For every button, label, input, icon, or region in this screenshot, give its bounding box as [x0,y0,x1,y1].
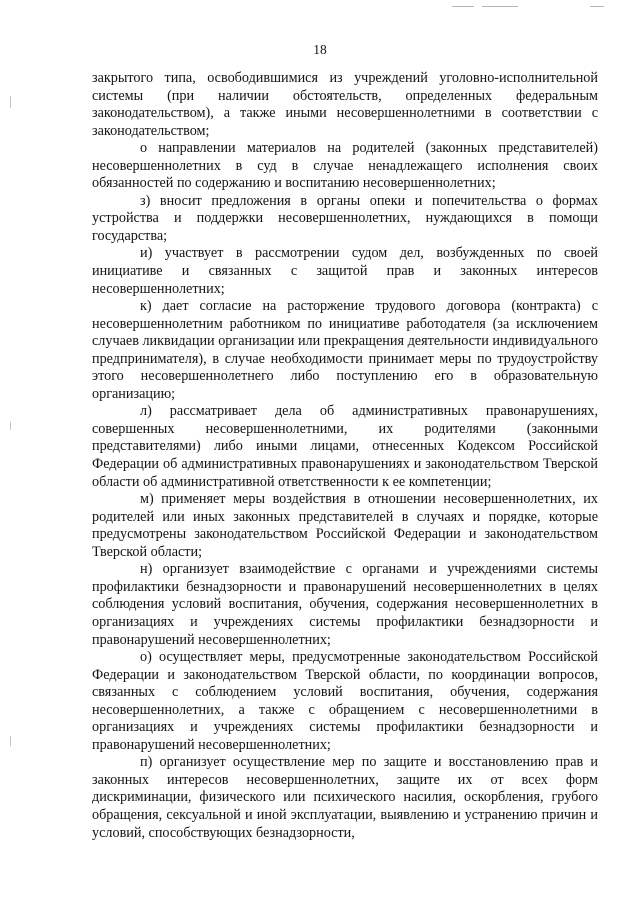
paragraph-item-k: к) дает согласие на расторжение трудового договора (контракта) с несовершеннолетним работником по инициативе работодателя (за исключением случаев ликвидации организации или прекращения деятельности индивидуального предпринимателя), в случае необходимости принимает меры по трудоустройству этого несовершеннолетнего либо поступлению его в образовательную организацию; [92,298,598,402]
paragraph-continuation: закрытого типа, освободившимися из учреждений уголовно-исполнительной системы (при наличии обстоятельств, определенных федеральным законодательством), а также иными несовершеннолетними в соответствии с законодательством; [92,70,598,139]
paragraph-materials-to-court: о направлении материалов на родителей (законных представителей) несовершеннолетних в суд в случае ненадлежащего исполнения своих обязанностей по содержанию и воспитанию несовершеннолетних; [92,140,598,192]
paragraph-item-n: н) организует взаимодействие с органами и учреждениями системы профилактики безнадзорности и правонарушений несовершеннолетних в целях соблюдения условий воспитания, обучения, содержания несовершеннолетних в организациях и учреждениях системы профилактики безнадзорности и правонарушений несовершеннолетних; [92,561,598,648]
scan-artifact-left-3 [10,736,11,746]
scan-artifact-left-2 [10,422,11,430]
scan-artifact-left-1 [10,96,11,108]
document-body [92,70,598,842]
paragraph-item-m: м) применяет меры воздействия в отношении несовершеннолетних, их родителей или иных законных представителей в случаях и порядке, которые предусмотрены законодательством Российской Федерации и законодательством Тверской области; [92,491,598,560]
paragraph-item-i: и) участвует в рассмотрении судом дел, возбужденных по своей инициативе и связанных с защитой прав и законных интересов несовершеннолетних; [92,245,598,297]
page-number: 18 [313,42,327,57]
paragraph-item-p: п) организует осуществление мер по защите и восстановлению прав и законных интересов несовершеннолетних, защите их от всех форм дискриминации, физического или психического насилия, оскорбления, грубого обращения, сексуальной и иной эксплуатации, выявлению и устранению причин и условий, способствующих безнадзорности, [92,754,598,841]
scan-artifact-top-2 [482,6,518,7]
paragraph-item-l: л) рассматривает дела об административных правонарушениях, совершенных несовершеннолетними, их родителями (законными представителями) либо иными лицами, отнесенных Кодексом Российской Федерации об административных правонарушениях и законодательством Тверской области об административной ответственности к ее компетенции; [92,403,598,490]
paragraph-item-z: з) вносит предложения в органы опеки и попечительства о формах устройства и поддержки несовершеннолетних, нуждающихся в помощи государства; [92,192,598,244]
scan-artifact-top-1 [452,6,474,7]
paragraph-item-o: о) осуществляет меры, предусмотренные законодательством Российской Федерации и законодательством Тверской области, по координации вопросов, связанных с соблюдением условий воспитания, обучения, содержания несовершеннолетних, а также с обращением с несовершеннолетними в организациях и учреждениях системы профилактики безнадзорности и правонарушений несовершеннолетних; [92,649,598,753]
scan-artifact-top-3 [590,6,604,7]
